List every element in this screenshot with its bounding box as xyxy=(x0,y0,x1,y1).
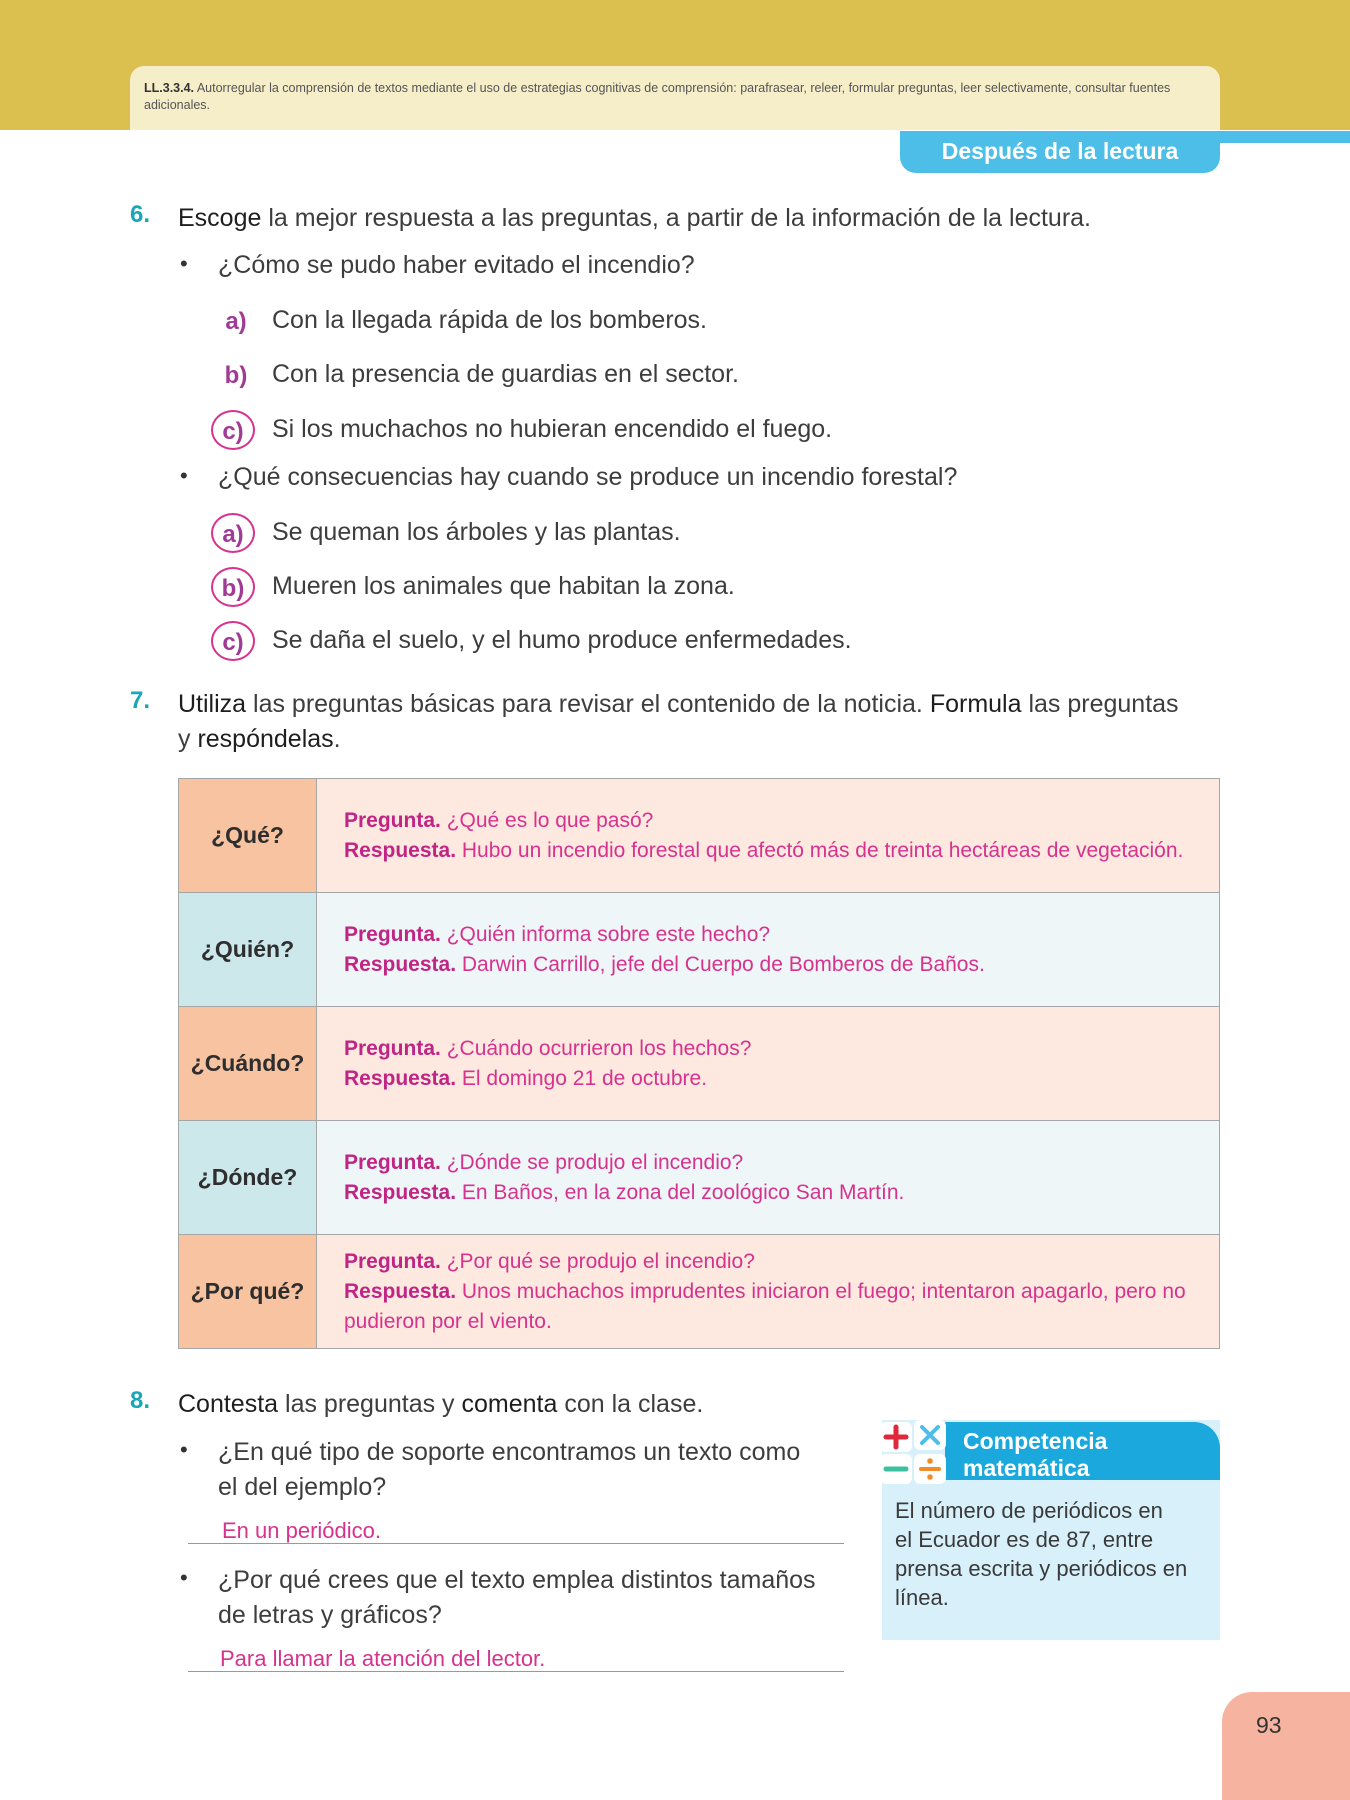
option-text: Con la presencia de guardias en el sector. xyxy=(272,360,739,388)
question-7-verb-respondelas: respóndelas xyxy=(197,725,334,753)
bullet-icon: • xyxy=(180,1565,188,1590)
math-box-line: El número de periódicos en xyxy=(895,1498,1163,1523)
question-8-verb-contesta: Contesta xyxy=(178,1390,279,1418)
page-number: 93 xyxy=(1256,1712,1282,1738)
question-8-number: 8. xyxy=(130,1387,151,1414)
question-7-text-3: y xyxy=(178,725,198,753)
question-8-text-1: las preguntas y xyxy=(278,1390,462,1418)
row-label: ¿Por qué? xyxy=(179,1235,317,1349)
row-content xyxy=(317,1235,1220,1349)
question-7-verb-utiliza: Utiliza xyxy=(178,690,247,718)
answer-text: En un periódico. xyxy=(222,1518,381,1543)
table-row xyxy=(179,1121,1220,1235)
question-8-item-2-line-1: ¿Por qué crees que el texto emplea distintos tamaños xyxy=(218,1566,816,1594)
question-8-item-1-line-1: ¿En qué tipo de soporte encontramos un texto como xyxy=(218,1438,801,1466)
math-box-text xyxy=(895,1496,1210,1612)
question-6-item-1: ¿Cómo se pudo haber evitado el incendio? xyxy=(218,251,695,279)
question-7-text-1: las preguntas básicas para revisar el contenido de la noticia. xyxy=(246,690,930,718)
question-8-item-1-line-2: el del ejemplo? xyxy=(218,1473,387,1501)
option-text: Se queman los árboles y las plantas. xyxy=(272,518,681,546)
question-6-prompt xyxy=(178,201,1228,236)
row-content xyxy=(317,779,1220,893)
answer-text: Para llamar la atención del lector. xyxy=(220,1646,546,1671)
skill-code: LL.3.3.4. xyxy=(144,81,195,95)
table-row xyxy=(179,893,1220,1007)
pregunta-text: ¿Cuándo ocurrieron los hechos? xyxy=(446,1036,752,1060)
table-row xyxy=(179,1235,1220,1349)
option-text: Si los muchachos no hubieran encendido el fuego. xyxy=(272,415,833,443)
question-7-number: 7. xyxy=(130,687,151,714)
question-6-item-2: ¿Qué consecuencias hay cuando se produce un incendio forestal? xyxy=(218,463,958,491)
option-letter: b) xyxy=(224,362,248,389)
section-tab-stripe xyxy=(1218,131,1350,143)
respuesta-text: Unos muchachos imprudentes iniciaron el fuego; intentaron apagarlo, pero no pudieron por el viento. xyxy=(344,1279,1186,1333)
option-letter-circled: c) xyxy=(211,621,255,661)
respuesta-text: Darwin Carrillo, jefe del Cuerpo de Bomberos de Baños. xyxy=(461,952,985,976)
respuesta-label: Respuesta. xyxy=(344,1180,457,1204)
math-operations-icon xyxy=(878,1416,950,1488)
bullet-icon: • xyxy=(180,463,188,488)
row-content xyxy=(317,1007,1220,1121)
option-letter-circled: c) xyxy=(211,410,255,450)
row-content xyxy=(317,1121,1220,1235)
answer-line xyxy=(188,1543,844,1544)
respuesta-label: Respuesta. xyxy=(344,952,457,976)
bullet-icon: • xyxy=(180,251,188,276)
option-letter-circled: a) xyxy=(211,513,255,553)
skill-objective xyxy=(130,66,1220,130)
question-8-item-2-line-2: de letras y gráficos? xyxy=(218,1601,442,1629)
question-8-item-2 xyxy=(218,1563,858,1633)
math-box-line: el Ecuador es de 87, entre xyxy=(895,1527,1154,1552)
respuesta-label: Respuesta. xyxy=(344,838,457,862)
table-row xyxy=(179,779,1220,893)
question-7-text-2: las preguntas xyxy=(1021,690,1179,718)
pregunta-text: ¿Qué es lo que pasó? xyxy=(446,808,654,832)
answer-line xyxy=(188,1671,844,1672)
math-box-title-line-1: Competencia xyxy=(963,1428,1108,1454)
row-label: ¿Cuándo? xyxy=(179,1007,317,1121)
pregunta-label: Pregunta. xyxy=(344,922,441,946)
option-text: Con la llegada rápida de los bomberos. xyxy=(272,306,707,334)
question-6-number: 6. xyxy=(130,201,151,228)
pregunta-label: Pregunta. xyxy=(344,808,441,832)
pregunta-label: Pregunta. xyxy=(344,1036,441,1060)
section-title: Después de la lectura xyxy=(900,131,1220,173)
question-8-verb-comenta: comenta xyxy=(461,1390,558,1418)
bullet-icon: • xyxy=(180,1437,188,1462)
questions-table xyxy=(178,778,1220,1349)
math-box-line: prensa escrita y periódicos en xyxy=(895,1556,1188,1581)
option-text: Se daña el suelo, y el humo produce enfermedades. xyxy=(272,626,852,654)
math-box-title-line-2: matemática xyxy=(963,1455,1090,1481)
pregunta-label: Pregunta. xyxy=(344,1249,441,1273)
option-text: Mueren los animales que habitan la zona. xyxy=(272,572,735,600)
row-label: ¿Dónde? xyxy=(179,1121,317,1235)
option-letter: a) xyxy=(225,308,247,335)
table-row xyxy=(179,1007,1220,1121)
question-7-prompt xyxy=(178,687,1238,757)
pregunta-label: Pregunta. xyxy=(344,1150,441,1174)
question-8-text-2: con la clase. xyxy=(557,1390,704,1418)
respuesta-text: Hubo un incendio forestal que afectó más de treinta hectáreas de vegetación. xyxy=(461,838,1184,862)
page-number-tab xyxy=(1222,1692,1350,1800)
question-7-verb-formula: Formula xyxy=(929,690,1022,718)
respuesta-text: El domingo 21 de octubre. xyxy=(461,1066,708,1090)
pregunta-text: ¿Por qué se produjo el incendio? xyxy=(446,1249,755,1273)
respuesta-label: Respuesta. xyxy=(344,1066,457,1090)
math-box-line: línea. xyxy=(895,1585,949,1610)
question-6-text: la mejor respuesta a las preguntas, a partir de la información de la lectura. xyxy=(261,204,1091,232)
pregunta-text: ¿Quién informa sobre este hecho? xyxy=(446,922,771,946)
question-8-prompt xyxy=(178,1387,703,1422)
option-letter-circled: b) xyxy=(211,567,255,607)
question-7-period: . xyxy=(333,725,341,753)
row-label: ¿Qué? xyxy=(179,779,317,893)
respuesta-label: Respuesta. xyxy=(344,1279,457,1303)
question-8-item-1 xyxy=(218,1435,858,1505)
row-content xyxy=(317,893,1220,1007)
respuesta-text: En Baños, en la zona del zoológico San Martín. xyxy=(461,1180,905,1204)
skill-description: Autorregular la comprensión de textos mediante el uso de estrategias cognitivas de comprensión: parafrasear, releer, formular preguntas, leer selectivamente, consultar fuentes adicionales. xyxy=(144,81,1171,112)
math-box-title xyxy=(945,1422,1220,1480)
question-6-verb: Escoge xyxy=(178,204,262,232)
row-label: ¿Quién? xyxy=(179,893,317,1007)
pregunta-text: ¿Dónde se produjo el incendio? xyxy=(446,1150,744,1174)
